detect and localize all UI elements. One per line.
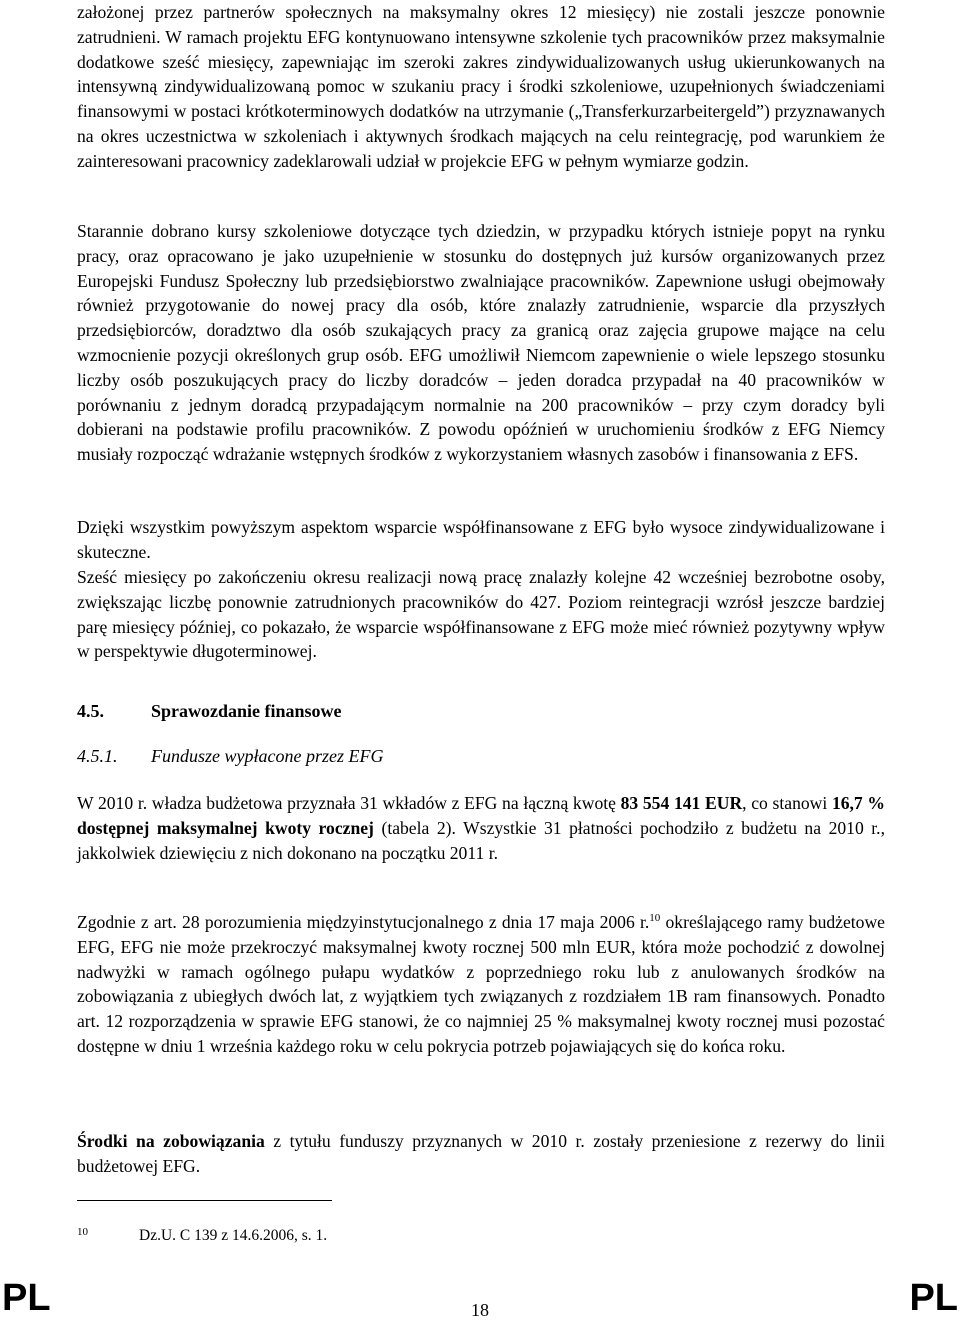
- total-amount: 83 554 141 EUR: [620, 793, 743, 813]
- subsection-number: 4.5.1.: [77, 746, 118, 766]
- section-number: 4.5.: [77, 701, 104, 721]
- footnote-text: Dz.U. C 139 z 14.6.2006, s. 1.: [139, 1227, 328, 1244]
- paragraph-individualized-support: Dzięki wszystkim powyższym aspektom wsparcie współfinansowane z EFG było wysoce zindywidualizowane i skuteczne.: [77, 517, 885, 562]
- section-title: Sprawozdanie finansowe: [151, 701, 342, 721]
- footnote-separator: [77, 1200, 332, 1201]
- paragraph-interinstitutional-agreement: Zgodnie z art. 28 porozumienia międzyinstytucjonalnego z dnia 17 maja 2006 r.$^{10}$ określającego ramy budżetowe EFG, EFG nie może przekroczyć maksymalnej kwoty rocznej 500 mln EUR, która może pochodzić z dowolnej nadwyżki w ramach ogólnego pułapu wydatków z poprzedniego roku lub z anulowanych środków na zobowiązania z ubiegłych dwóch lat, z wyjątkiem tych związanych z rozdziałem 1B ram finansowych. Ponadto art. 12 rozporządzenia w sprawie EFG stanowi, że co najmniej 25 % maksymalnej kwoty rocznej musi pozostać dostępne w dniu 1 września każdego roku w celu pokrycia potrzeb pojawiających się do końca roku.: [77, 912, 885, 1056]
- footnote-number: 10: [77, 1226, 88, 1238]
- commitments-term: Środki na zobowiązania: [77, 1131, 265, 1151]
- percentage-available: 16,7 % dostępnej maksymalnej kwoty rocznej: [77, 793, 885, 838]
- paragraph-project-training: założonej przez partnerów społecznych na maksymalny okres 12 miesięcy) nie zostali jeszcze ponownie zatrudnieni. W ramach projektu EFG kontynuowano intensywne szkolenie tych pracowników przez maksymalnie dodatkowe sześć miesięcy, zapewniając im szeroki zakres zindywidualizowanych usług ukierunkowanych na intensywną zindywidualizowaną pomoc w szukaniu pracy i środki szkoleniowe, uzupełnionych świadczeniami finansowymi w postaci krótkoterminowych dodatków na utrzymanie („Transferkurzarbeitergeld”) przyznawanych na okres uczestnictwa w szkoleniach i aktywnych środkach mających na celu reintegrację, pod warunkiem że zainteresowani pracownicy zadeklarowali udział w projekcie EFG w pełnym wymiarze godzin.: [77, 2, 885, 171]
- paragraph-training-courses: Starannie dobrano kursy szkoleniowe dotyczące tych dziedzin, w przypadku których istnieje popyt na rynku pracy, oraz opracowano je jako uzupełnienie w stosunku do dostępnych już kursów organizowanych przez Europejski Fundusz Społeczny lub przedsiębiorstwo zwalniające pracowników. Zapewnione usługi obejmowały również przygotowanie do nowej pracy dla osób, które znalazły zatrudnienie, wsparcie dla przyszłych przedsiębiorców, doradztwo dla osób szukających pracy za granicą oraz zajęcia grupowe mające na celu wzmocnienie pozycji określonych grup osób. EFG umożliwił Niemcom zapewnienie o wiele lepszego stosunku liczby osób poszukujących pracy do liczby doradców – jeden doradca przypadał na 40 pracowników w porównaniu z jednym doradcą przypadającym normalnie na 200 pracowników – przy czym doradcy byli dobierani na podstawie profilu pracowników. Z powodu opóźnień w uruchomieniu środków z EFG Niemcy musiały rozpocząć wdrażanie wstępnych środków z wykorzystaniem własnych zasobów i finansowania z EFS.: [77, 221, 885, 465]
- paragraph-commitment-appropriations: Środki na zobowiązania z tytułu funduszy przyznanych w 2010 r. zostały przeniesione z rezerwy do linii budżetowej EFG.: [77, 1131, 885, 1176]
- page-number: 18: [471, 1300, 489, 1320]
- footnote: [77, 1222, 327, 1246]
- language-code-right: PL: [909, 1277, 958, 1319]
- footnote-reference[interactable]: 10: [649, 912, 661, 924]
- paragraph-reintegration: Sześć miesięcy po zakończeniu okresu realizacji nową pracę znalazły kolejne 42 wcześniej bezrobotne osoby, zwiększając liczbę ponownie zatrudnionych pracowników do 427. Poziom reintegracji wzrósł jeszcze bardziej parę miesięcy później, co pokazało, że wsparcie współfinansowane z EFG może mieć również pozytywny wpływ w perspektywie długoterminowej.: [77, 567, 885, 662]
- language-code-left: PL: [2, 1277, 51, 1319]
- section-heading: [77, 699, 342, 723]
- paragraph-budget-2010: W 2010 r. władza budżetowa przyznała 31 wkładów z EFG na łączną kwotę 83 554 141 EUR, co stanowi 16,7 % dostępnej maksymalnej kwoty rocznej (tabela 2). Wszystkie 31 płatności pochodziło z budżetu na 2010 r., jakkolwiek dziewięciu z nich dokonano na początku 2011 r.: [77, 793, 885, 863]
- subsection-heading: [77, 744, 383, 768]
- subsection-title: Fundusze wypłacone przez EFG: [151, 746, 384, 766]
